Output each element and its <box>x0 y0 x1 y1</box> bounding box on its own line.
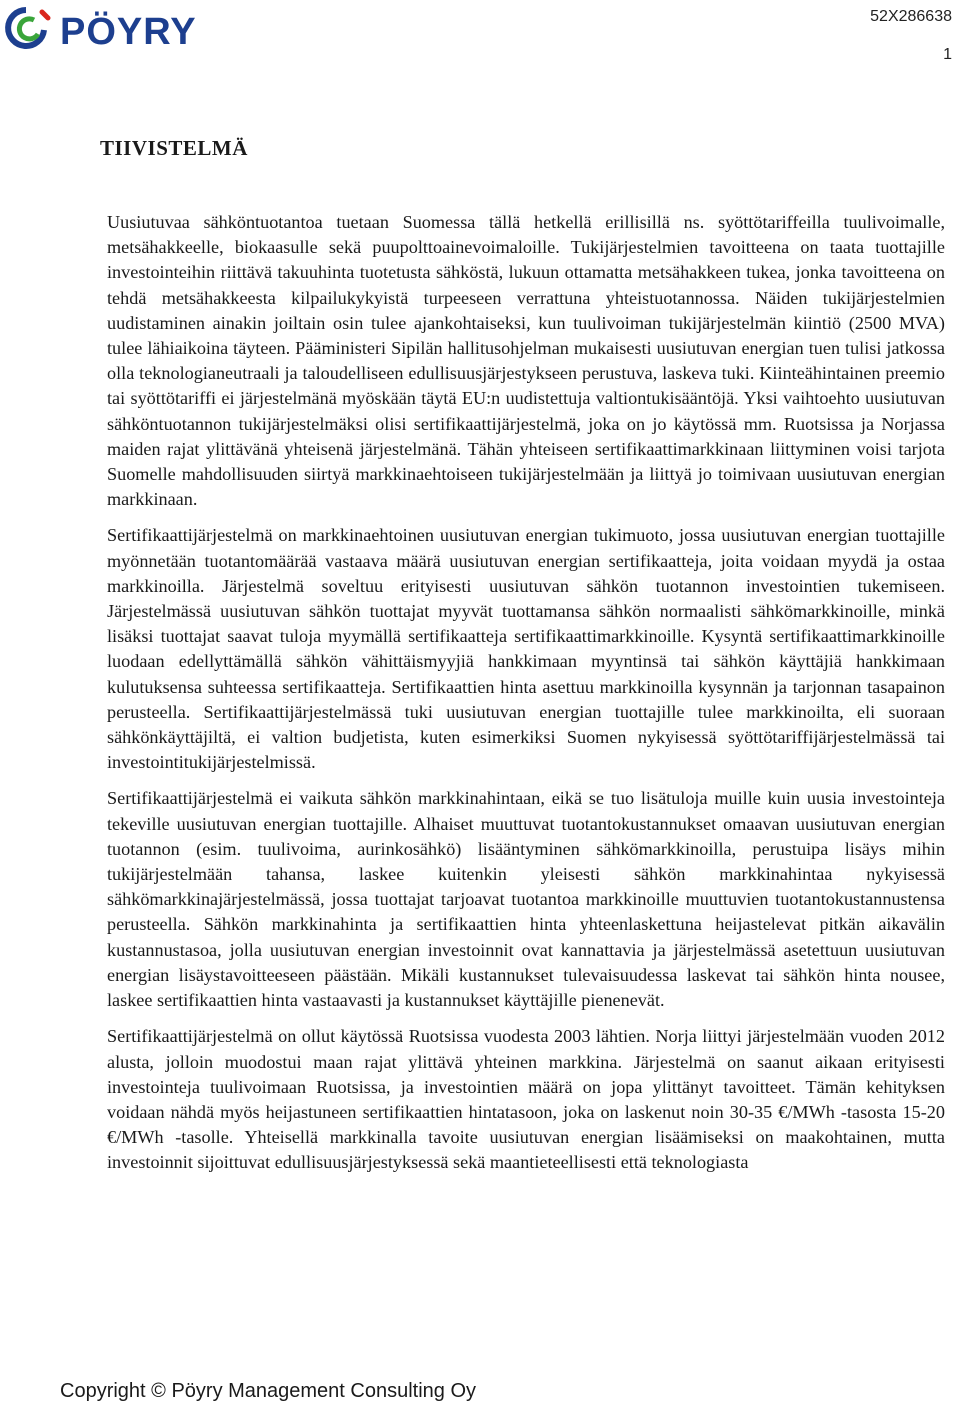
page-number: 1 <box>943 46 952 63</box>
poyry-logo-icon <box>4 6 244 52</box>
paragraph: Sertifikaattijärjestelmä ei vaikuta sähkön markkinahintaan, eikä se tuo lisätuloja muille kuin uusia investointeja tekeville uusiutuvan energian tuottajille. Alhaiset muuttuvat tuotantokustannukset omaavan uusiutuvan energian tuotannon (esim. tuulivoima, aurinkosähkö) lisääntyminen sähkömarkkinoilla, perustuipa lisäys mihin tukijärjestelmään tahansa, laskee kuitenkin yleisesti sähkön markkinahintaa nykyisessä sähkömarkkinajärjestelmässä, jossa tuottajat tarjoavat tuotantoa markkinoille muuttuvien tuotantokustannustensa perusteella. Sähkön markkinahinta ja sertifikaattien hinta yhteenlaskettuna heijastelevat pitkän aikavälin kustannustasoa, jolla uusiutuvan energian investoinnit ovat kannattavia ja järjestelmässä asetettuun uusiutuvan energian lisäystavoitteeseen päästään. Mikäli kustannukset tulevaisuudessa laskevat tai sähkön hinta nousee, laskee sertifikaattien hinta vastaavasti ja kustannukset käyttäjille pienenevät. <box>107 788 945 1011</box>
paragraph: Sertifikaattijärjestelmä on ollut käytössä Ruotsissa vuodesta 2003 lähtien. Norja liittyi järjestelmään vuoden 2012 alusta, jolloin muodostui maan rajat ylittävä yhteinen markkina. Järjestelmä on saanut aikaan erityisesti investointeja tuulivoimaan Ruotsissa, ja investointien määrä on jopa ylittänyt tavoitteet. Tämän kehityksen voidaan nähdä myös heijastuneen sertifikaattien hintatasoon, joka on laskenut noin 30-35 €/MWh -tasosta 15-20 €/MWh -tasolle. Yhteisellä markkinalla tavoite uusiutuvan energian lisäämiseksi on maakohtainen, mutta investoinnit sijoittuvat edullisuusjärjestyksessä sekä maantieteellisesti että teknologiasta <box>107 1026 945 1173</box>
company-logo <box>4 6 244 52</box>
section-title: TIIVISTELMÄ <box>100 136 248 160</box>
document-id: 52X286638 <box>870 8 952 25</box>
paragraph: Uusiutuvaa sähköntuotantoa tuetaan Suomessa tällä hetkellä erillisillä ns. syöttötariffeilla tuulivoimalle, metsähakkeelle, biokaasulle sekä puupolttoainevoimaloille. Tukijärjestelmien tavoitteena on taata tuottajille investointeihin riittävä takuuhinta tuotetusta sähköstä, lukuun ottamatta metsähakkeen tukea, jonka tavoitteena on tehdä metsähakkeesta kilpailukykyistä turpeeseen verrattuna yhteistuotannossa. Näiden tukijärjestelmien uudistaminen ainakin joiltain osin tulee ajankohtaiseksi, kun tuulivoiman tukijärjestelmän kiintiö (2500 MVA) tulee lähiaikoina täyteen. Pääministeri Sipilän hallitusohjelman mukaisesti uusiutuvan energian tuen tulisi jatkossa olla teknologianeutraali ja taloudelliseen edullisuusjärjestykseen perustuva, laskeva tuki. Kiinteähintainen preemio tai syöttötariffi ei järjestelmänä myöskään täytä EU:n uudistettuja valtiontukisääntöjä. Yksi vaihtoehto uusiutuvan sähköntuotannon tukijärjestelmäksi olisi sertifikaattijärjestelmä, joka on jo käytössä mm. Ruotsissa ja Norjassa maiden rajat ylittävänä yhteisenä järjestelmänä. Tähän yhteiseen sertifikaattimarkkinaan liittyminen voisi tarjota Suomelle mahdollisuuden siirtyä markkinaehtoiseen tukijärjestelmään ja liittyä jo toimivaan uusiutuvan energian markkinaan. <box>107 212 945 510</box>
document-body <box>107 210 945 1187</box>
paragraph: Sertifikaattijärjestelmä on markkinaehtoinen uusiutuvan energian tukimuoto, jossa uusiutuvan energian tuottajille myönnetään tuotantomäärää vastaava määrä uusiutuvan energian sertifikaatteja, joita voidaan myydä ja ostaa markkinoilla. Järjestelmä soveltuu erityisesti uusiutuvan sähkön tuotannon investointien tukemiseen. Järjestelmässä uusiutuvan sähkön tuottajat myyvät tuottamansa sähkön normaalisti sähkömarkkinoille, minkä lisäksi tuottajat saavat tuloja myymällä sertifikaatteja sertifikaattimarkkinoille. Kysyntä sertifikaattimarkkinoille luodaan edellyttämällä sähkön vähittäismyyjiä hankkimaan myyntinsä tai sähkön käyttäjiä hankkimaan kulutuksensa suhteessa sertifikaatteja. Sertifikaattien hinta asettuu markkinoilla kysynnän ja tarjonnan tasapainon perusteella. Sertifikaattijärjestelmässä tuki uusiutuvan energian tuottajille tulee markkinoilta, eli suoraan sähkönkäyttäjiltä, ei valtion budjetista, kuten esimerkiksi Suomen nykyisessä syöttötariffijärjestelmässä tai investointitukijärjestelmissä. <box>107 525 945 773</box>
logo-wordmark: PÖYRY <box>60 11 197 52</box>
footer-copyright: Copyright © Pöyry Management Consulting Oy <box>60 1380 477 1402</box>
